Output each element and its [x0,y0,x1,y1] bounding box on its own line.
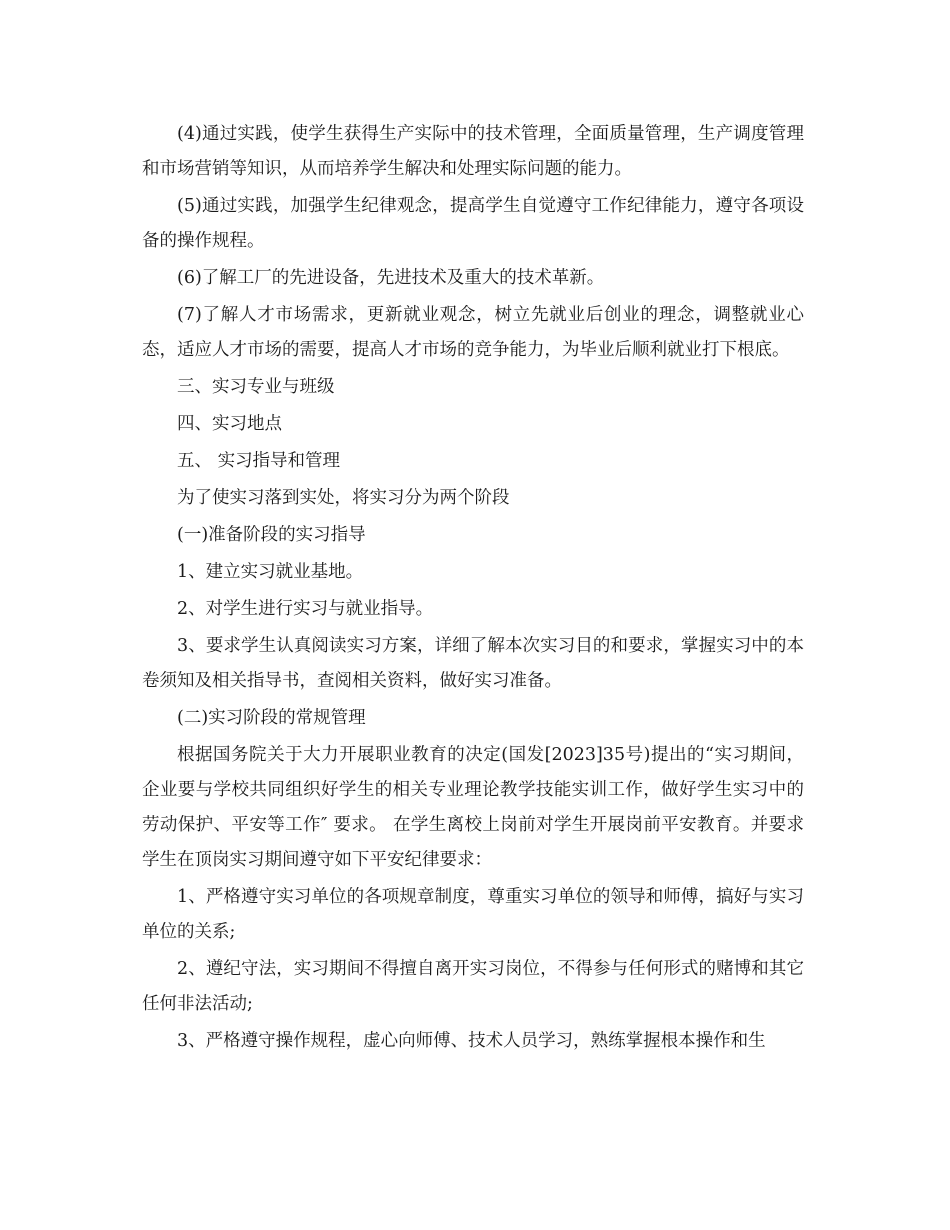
heading-stage-1: (一)准备阶段的实习指导 [177,525,366,545]
paragraph-goal-7: (7)了解人才市场需求，更新就业观念，树立先就业后创业的理念，调整就业心态，适应人才市场的需要，提高人才市场的竞争能力，为毕业后顺利就业打下根底。 [142,305,804,360]
heading-stage-2: (二)实习阶段的常规管理 [177,708,366,728]
heading-section-3: 三、实习专业与班级 [177,377,335,397]
paragraph-stages-intro: 为了使实习落到实处，将实习分为两个阶段 [177,488,510,508]
list-item-stage1-1: 1、建立实习就业基地。 [177,562,364,582]
list-item-stage1-2: 2、对学生进行实习与就业指导。 [177,599,434,619]
list-item-rule-2: 2、遵纪守法，实习期间不得擅自离开实习岗位，不得参与任何形式的赌博和其它任何非法活动; [142,959,804,1014]
list-item-rule-1: 1、严格遵守实习单位的各项规章制度，尊重实习单位的领导和师傅，搞好与实习单位的关系; [142,887,804,942]
heading-section-4: 四、实习地点 [177,414,282,434]
paragraph-goal-5: (5)通过实践，加强学生纪律观念，提高学生自觉遵守工作纪律能力，遵守各项设备的操作规程。 [142,196,804,251]
heading-section-5: 五、 实习指导和管理 [177,451,341,471]
document-body [142,117,804,1061]
paragraph-state-council: 根据国务院关于大力开展职业教育的决定(国发[2023]35号)提出的“实习期间，企业要与学校共同组织好学生的相关专业理论教学技能实训工作，做好学生实习中的劳动保护、平安等工作″ 要求。 在学生离校上岗前对学生开展岗前平安教育。并要求学生在顶岗实习期间遵守如下平安纪律要求： [142,745,804,870]
list-item-stage1-3: 3、要求学生认真阅读实习方案，详细了解本次实习目的和要求，掌握实习中的本卷须知及相关指导书，查阅相关资料，做好实习准备。 [142,636,804,691]
list-item-rule-3: 3、严格遵守操作规程，虚心向师傅、技术人员学习，熟练掌握根本操作和生 [177,1031,766,1051]
paragraph-goal-4: (4)通过实践，使学生获得生产实际中的技术管理，全面质量管理，生产调度管理和市场营销等知识，从而培养学生解决和处理实际问题的能力。 [142,124,804,179]
paragraph-goal-6: (6)了解工厂的先进设备，先进技术及重大的技术革新。 [177,268,605,288]
